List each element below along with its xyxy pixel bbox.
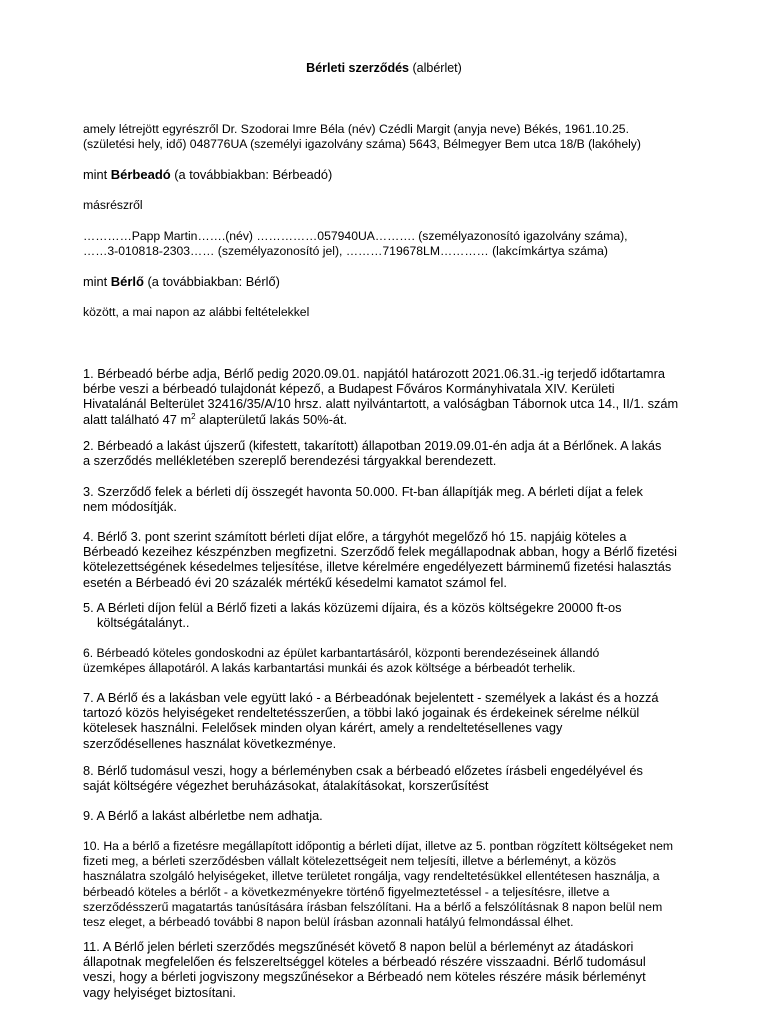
clause-7-line-3: kötelesek használni. Felelősek minden olyan kárért, amely a rendeltetésellenes vagy bbox=[83, 720, 563, 736]
clause-8 bbox=[83, 763, 683, 793]
clause-10-line-4: bérbeadó köteles a bérlőt - a következményekre történő figyelmeztetéssel - a teljesítésre, illetve a bbox=[83, 884, 610, 899]
clause-5-line-2: költségátalányt.. bbox=[97, 615, 190, 631]
clause-11-line-2: állapotnak megfelelően és felszereltséggel köteles a bérbeadó részére visszaadni. Bérlő tudomásul bbox=[83, 954, 646, 970]
clause-2 bbox=[83, 438, 683, 468]
clause-10 bbox=[83, 839, 683, 930]
tenant-line-1: …………Papp Martin…….(név) ……………057940UA………. (személyazonosító igazolvány száma), bbox=[83, 229, 628, 243]
clause-1 bbox=[83, 366, 683, 427]
clause-7 bbox=[83, 690, 683, 751]
clause-10-line-5: szerződésszerű magatartás tanúsítására írásban felszólítani. Ha a bérlő a felszólításnak 8 napon belül nem bbox=[83, 899, 663, 914]
clause-1-area-text: alatt található 47 m bbox=[83, 411, 192, 427]
clause-9 bbox=[83, 808, 683, 823]
tenant-paragraph bbox=[83, 229, 683, 259]
other-party-text bbox=[83, 198, 683, 213]
clause-1-superscript: 2 bbox=[191, 411, 196, 421]
clause-3-line-2: nem módosítják. bbox=[83, 499, 177, 515]
landlord-suffix: (a továbbiakban: Bérbeadó) bbox=[174, 167, 333, 182]
tenant-line-2: ……3-010818-2303…… (személyazonosító jel), ………719678LM………… (lakcímkártya száma) bbox=[83, 244, 608, 259]
clause-6 bbox=[83, 646, 683, 676]
tenant-designation bbox=[83, 274, 683, 289]
landlord-label: Bérbeadó bbox=[110, 167, 171, 182]
tenant-prefix: mint bbox=[83, 274, 108, 289]
document-title-bold: Bérleti szerződés bbox=[306, 61, 409, 75]
clause-10-line-1: 10. Ha a bérlő a fizetésre megállapított időpontig a bérleti díjat, illetve az 5. pontban rögzített költségeket nem bbox=[83, 839, 674, 853]
clause-11-line-4: vagy helyiséget biztosítani. bbox=[83, 984, 236, 1000]
clause-7-line-4: szerződésellenes használat következménye. bbox=[83, 735, 337, 751]
tenant-label: Bérlő bbox=[110, 274, 144, 289]
masreszrol-text: másrészről bbox=[83, 198, 143, 212]
clause-7-line-1: 7. A Bérlő és a lakásban vele együtt lakó - a Bérbeadónak bejelentett - személyek a lakást és a hozzá bbox=[83, 690, 659, 705]
clause-1-line-4 bbox=[83, 412, 683, 427]
clause-11-line-1: 11. A Bérlő jelen bérleti szerződés megszűnését követő 8 napon belül a bérleményt az átadáskori bbox=[83, 939, 634, 954]
clause-5-line-1: 5. A Bérleti díjon felül a Bérlő fizeti a lakás közüzemi díjaira, és a közös költségekre 20000 ft-os bbox=[83, 600, 622, 615]
conditions-intro bbox=[83, 305, 683, 320]
clause-7-line-2: tartozó közös helyiségeket rendeltetésszerűen, a többi lakó jogainak és érdekeinek sérelme nélkül bbox=[83, 705, 640, 721]
clause-11-line-3: veszi, hogy a bérleti jogviszony megszűnésekor a Bérbeadó nem köteles részére másik bérleményt bbox=[83, 969, 646, 985]
kozott-text: között, a mai napon az alábbi feltételekkel bbox=[83, 305, 310, 319]
intro-line-1: amely létrejött egyrészről Dr. Szodorai Imre Béla (név) Czédli Margit (anyja neve) Békés, 1961.10.25. bbox=[83, 122, 629, 136]
clause-1-line-1: 1. Bérbeadó bérbe adja, Bérlő pedig 2020.09.01. napjától határozott 2021.06.31.-ig terjedő időtartamra bbox=[83, 366, 665, 381]
clause-6-line-1: 6. Bérbeadó köteles gondoskodni az épület karbantartásáról, központi berendezéseinek állandó bbox=[83, 646, 600, 660]
clause-1-line-3: Hivatalánál Belterület 32416/35/A/10 hrsz. alatt nyilvántartott, a valóságban Tábornok utca 14., II/1. szám bbox=[83, 396, 679, 412]
clause-4-line-1: 4. Bérlő 3. pont szerint számított bérleti díjat előre, a tárgyhót megelőző hó 15. napjáig köteles a bbox=[83, 529, 627, 544]
clause-4-line-2: Bérbeadó kezeihez készpénzben megfizetni. Szerződő felek megállapodnak abban, hogy a Bérlő fizetési bbox=[83, 544, 678, 560]
clause-1-area-rest: alapterületű lakás 50%-át. bbox=[195, 411, 348, 427]
clause-8-line-2: saját költségére végezhet beruházásokat, átalakításokat, korszerűsítést bbox=[83, 778, 489, 794]
clause-3-line-1: 3. Szerződő felek a bérleti díj összegét havonta 50.000. Ft-ban állapítják meg. A bérleti díjat a felek bbox=[83, 484, 643, 499]
clause-5 bbox=[83, 600, 683, 630]
clause-11 bbox=[83, 939, 683, 1000]
document-title-rest: (albérlet) bbox=[412, 61, 462, 75]
document-title bbox=[0, 61, 768, 75]
clause-2-line-1: 2. Bérbeadó a lakást újszerű (kifestett, takarított) állapotban 2019.09.01-én adja át a Bérlőnek. A lakás bbox=[83, 438, 662, 453]
clause-4-line-4: esetén a Bérbeadó évi 20 százalék mértékű késedelmi kamatot számol fel. bbox=[83, 574, 507, 590]
clause-8-line-1: 8. Bérlő tudomásul veszi, hogy a bérleményben csak a bérbeadó előzetes írásbeli engedélyével és bbox=[83, 763, 643, 778]
clause-3 bbox=[83, 484, 683, 514]
landlord-designation bbox=[83, 167, 683, 182]
clause-6-line-2: üzemképes állapotáról. A lakás karbantartási munkái és azok költsége a bérbeadót terhelik. bbox=[83, 661, 576, 676]
intro-paragraph bbox=[83, 122, 683, 152]
clause-9-line-1: 9. A Bérlő a lakást albérletbe nem adhatja. bbox=[83, 808, 323, 823]
clause-2-line-2: a szerződés mellékletében szereplő berendezési tárgyakkal berendezett. bbox=[83, 453, 497, 469]
clause-10-line-3: használatra szolgáló helyiségeket, illetve területet rongálja, vagy rendeltetésükkel ellentétesen használja, a bbox=[83, 869, 660, 884]
clause-10-line-6: tesz eleget, a bérbeadó további 8 napon belül írásban azonnali hatályú felmondással élhet. bbox=[83, 915, 574, 930]
tenant-suffix: (a továbbiakban: Bérlő) bbox=[147, 274, 280, 289]
clause-4 bbox=[83, 529, 683, 590]
clause-4-line-3: kötelezettségének késedelmes teljesítése, illetve kérelmére engedélyezett bárminemű fizetési halasztás bbox=[83, 559, 672, 575]
landlord-prefix: mint bbox=[83, 167, 108, 182]
clause-1-line-2: bérbe veszi a bérbeadó tulajdonát képező, a Budapest Főváros Kormányhivatala XIV. Kerületi bbox=[83, 381, 615, 397]
clause-10-line-2: fizeti meg, a bérleti szerződésben vállalt kötelezettségeit nem teljesíti, illetve a bérleményt, a közös bbox=[83, 854, 617, 869]
intro-line-2: (születési hely, idő) 048776UA (személyi igazolvány száma) 5643, Bélmegyer Bem utca 18/B (lakóhely) bbox=[83, 137, 641, 152]
